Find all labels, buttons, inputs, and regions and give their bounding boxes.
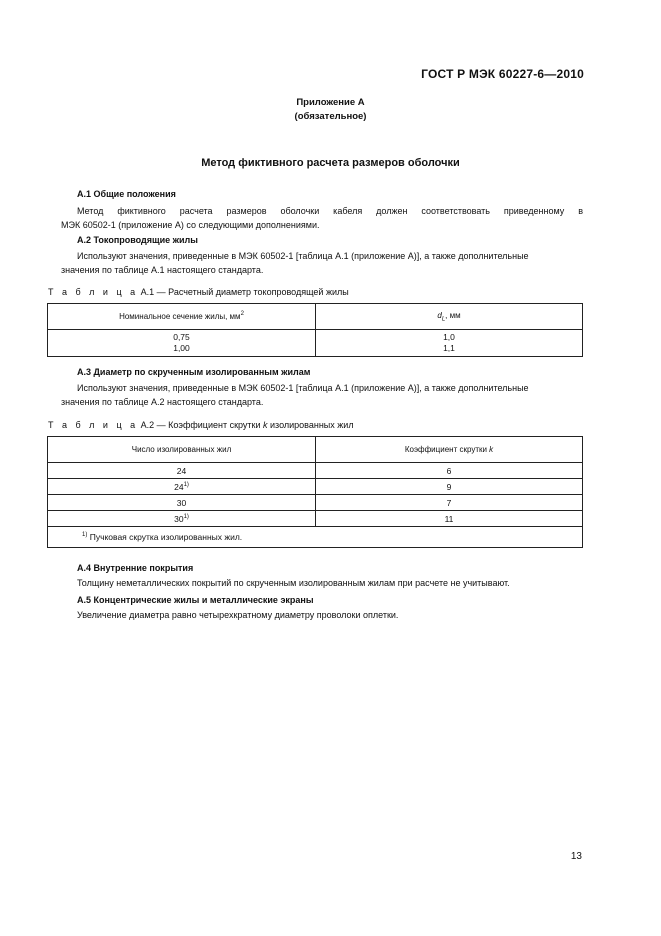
table-a2 (47, 436, 583, 548)
table-cell: 30 (48, 495, 316, 511)
table-a1-col1-sup: 2 (240, 311, 244, 317)
table-a1-col2-values (316, 330, 583, 357)
footnote-mark: 1) (82, 532, 88, 538)
table-row (48, 463, 583, 479)
section-a4-text: Толщину неметаллических покрытий по скрученным изолированным жилам при расчете не учитывают. (77, 578, 510, 588)
table-cell: 24 (48, 463, 316, 479)
table-cell: 24$^{1)}$ (48, 479, 316, 495)
table-a1-header-row (48, 304, 583, 330)
footnote-text: Пучковая скрутка изолированных жил. (87, 532, 243, 542)
table-cell: 6 (316, 463, 583, 479)
table-a1-cell: 1,0 (443, 332, 455, 342)
table-a1-col2-symbol: d (437, 310, 442, 320)
table-a1-col1-label: Номинальное сечение жилы, мм (119, 312, 241, 321)
table-a1-col2-header (316, 304, 583, 330)
table-a1-caption (48, 287, 349, 297)
table-cell: 7 (316, 495, 583, 511)
table-cell: 11 (316, 511, 583, 527)
table-a1-caption-prefix: Т а б л и ц а (48, 287, 139, 297)
table-a2-col2-header (316, 437, 583, 463)
table-a1-cell: 0,75 (173, 332, 190, 342)
section-a1-line2: МЭК 60502-1 (приложение А) со следующими дополнениями. (61, 220, 320, 230)
table-a2-col1-header: Число изолированных жил (48, 437, 316, 463)
section-a1-text (61, 204, 583, 232)
section-a2-line2: значения по таблице А.1 настоящего стандарта. (61, 265, 264, 275)
section-a1-heading: А.1 Общие положения (77, 189, 176, 199)
method-title: Метод фиктивного расчета размеров оболочки (201, 157, 460, 169)
table-a2-caption-a: А.2 — Коэффициент скрутки (140, 420, 264, 430)
table-a2-header-row (48, 437, 583, 463)
table-a2-col2-k: k (489, 445, 494, 454)
table-a1-cell: 1,1 (443, 343, 455, 353)
table-row (48, 495, 583, 511)
table-row (48, 511, 583, 527)
section-a3-heading: А.3 Диаметр по скрученным изолированным жилам (77, 367, 311, 377)
section-a4-heading: А.4 Внутренние покрытия (77, 563, 194, 573)
table-a1 (47, 303, 583, 357)
section-a1-line1: Метод фиктивного расчета размеров оболочки кабеля должен соответствовать приведенному в (77, 206, 583, 216)
table-a2-caption (48, 420, 354, 430)
table-a1-col2-subscript: L (441, 316, 446, 323)
table-a1-col1-values (48, 330, 316, 357)
section-a2-heading: А.2 Токопроводящие жилы (77, 235, 198, 245)
table-a2-footnote (48, 527, 583, 548)
section-a3-text (61, 381, 583, 409)
table-row (48, 330, 583, 357)
table-cell: 30$^{1)}$ (48, 511, 316, 527)
table-row (48, 479, 583, 495)
section-a3-line2: значения по таблице А.2 настоящего стандарта. (61, 397, 264, 407)
standard-header: ГОСТ Р МЭК 60227-6—2010 (421, 67, 584, 81)
section-a2-text (61, 249, 583, 277)
page-number: 13 (570, 851, 582, 862)
table-cell: 9 (316, 479, 583, 495)
table-a1-cell: 1,00 (173, 343, 190, 353)
section-a5-text: Увеличение диаметра равно четырехкратному диаметру проволоки оплетки. (77, 610, 399, 620)
table-a2-caption-b: изолированных жил (267, 420, 354, 430)
annex-label (0, 96, 661, 124)
annex-title: Приложение А (296, 97, 365, 108)
table-a2-caption-prefix: Т а б л и ц а (48, 420, 139, 430)
table-a1-caption-text: А.1 — Расчетный диаметр токопроводящей жилы (140, 287, 349, 297)
table-a1-col2-unit: , мм (445, 310, 461, 320)
table-a1-col1-header (48, 304, 316, 330)
table-a2-footnote-row (48, 527, 583, 548)
table-a2-caption-k: k (263, 420, 268, 430)
annex-status: (обязательное) (294, 111, 367, 122)
table-a2-col2-label: Коэффициент скрутки (404, 445, 490, 454)
section-a2-line1: Используют значения, приведенные в МЭК 60502-1 [таблица А.1 (приложение А)], а также дополнительные (77, 251, 529, 261)
section-a3-line1: Используют значения, приведенные в МЭК 60502-1 [таблица А.1 (приложение А)], а также дополнительные (77, 383, 529, 393)
section-a5-heading: А.5 Концентрические жилы и металлические экраны (77, 595, 314, 605)
